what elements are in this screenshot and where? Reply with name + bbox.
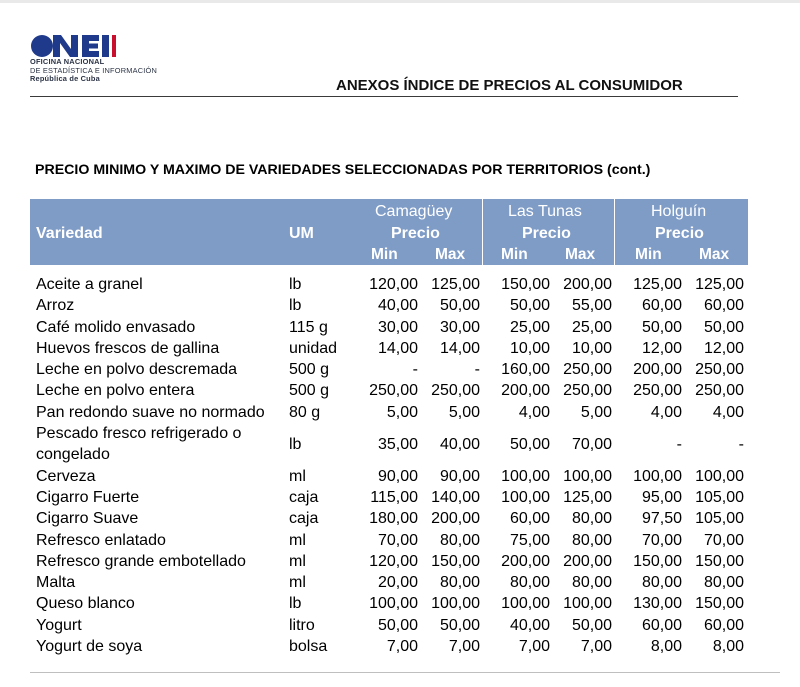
camaguey-min-cell: 115,00 <box>370 488 418 506</box>
las-tunas-max-cell: 250,00 <box>563 361 612 379</box>
camaguey-min-cell: 7,00 <box>386 638 418 656</box>
logo-line-1: OFICINA NACIONAL <box>30 57 105 66</box>
las-tunas-min-cell: 80,00 <box>509 574 550 592</box>
table-row <box>0 402 800 423</box>
um-cell: caja <box>289 488 319 506</box>
las-tunas-max-cell: 80,00 <box>571 531 612 549</box>
holguin-max-cell: 250,00 <box>695 361 744 379</box>
holguin-min-cell: 60,00 <box>641 616 682 634</box>
variedad-cell: Leche en polvo descremada <box>36 361 238 379</box>
min-label: Min <box>635 246 662 263</box>
bottom-divider <box>30 672 780 673</box>
holguin-max-cell: 100,00 <box>695 467 744 485</box>
holguin-min-cell: 70,00 <box>641 531 682 549</box>
holguin-min-cell: 130,00 <box>633 595 682 613</box>
um-cell: bolsa <box>289 638 328 656</box>
table-row <box>0 508 800 529</box>
table-header <box>30 199 748 265</box>
las-tunas-max-cell: 250,00 <box>563 382 612 400</box>
camaguey-max-cell: 150,00 <box>431 552 480 570</box>
camaguey-min-cell: 5,00 <box>386 403 418 421</box>
camaguey-min-cell: 180,00 <box>369 510 418 528</box>
territory-las-tunas: Las Tunas <box>508 203 582 220</box>
las-tunas-max-cell: 200,00 <box>563 552 612 570</box>
holguin-min-cell: 200,00 <box>633 361 682 379</box>
las-tunas-max-cell: 70,00 <box>571 435 612 453</box>
las-tunas-min-cell: 40,00 <box>509 616 550 634</box>
precio-label: Precio <box>522 225 571 242</box>
holguin-min-cell: 8,00 <box>650 638 682 656</box>
camaguey-min-cell: 35,00 <box>377 435 418 453</box>
table-row <box>0 487 800 508</box>
holguin-min-cell: 60,00 <box>641 297 682 315</box>
um-cell: ml <box>289 552 306 570</box>
holguin-max-cell: 150,00 <box>695 595 744 613</box>
variedad-cell: Café molido envasado <box>36 318 196 336</box>
las-tunas-min-cell: 100,00 <box>501 467 550 485</box>
las-tunas-min-cell: 7,00 <box>518 638 550 656</box>
las-tunas-max-cell: 200,00 <box>563 276 612 293</box>
holguin-min-cell: 50,00 <box>641 318 682 336</box>
table-row <box>0 551 800 572</box>
max-label: Max <box>699 246 730 263</box>
um-cell: unidad <box>289 339 338 357</box>
camaguey-max-cell: 50,00 <box>439 297 480 315</box>
precio-label: Precio <box>655 225 704 242</box>
las-tunas-min-cell: 50,00 <box>509 297 550 315</box>
camaguey-min-cell: 30,00 <box>377 318 418 336</box>
variedad-cell: Aceite a granel <box>36 276 143 293</box>
camaguey-max-cell: 80,00 <box>439 531 480 549</box>
holguin-min-cell: 4,00 <box>650 403 682 421</box>
table-row <box>0 338 800 359</box>
las-tunas-max-cell: 50,00 <box>571 616 612 634</box>
las-tunas-max-cell: 125,00 <box>563 488 612 506</box>
las-tunas-min-cell: 100,00 <box>501 595 550 613</box>
holguin-max-cell: 8,00 <box>712 638 744 656</box>
table-row <box>0 359 800 380</box>
holguin-max-cell: 125,00 <box>695 276 744 293</box>
las-tunas-min-cell: 4,00 <box>518 403 550 421</box>
variedad-cell: Cigarro Fuerte <box>36 488 140 506</box>
column-header-um: UM <box>289 225 314 242</box>
holguin-max-cell: 12,00 <box>703 339 744 357</box>
camaguey-min-cell: 50,00 <box>377 616 418 634</box>
table-body <box>0 274 800 657</box>
las-tunas-max-cell: 55,00 <box>571 297 612 315</box>
camaguey-max-cell: 100,00 <box>431 595 480 613</box>
las-tunas-min-cell: 160,00 <box>501 361 550 379</box>
holguin-max-cell: - <box>738 435 744 453</box>
territory-holguin: Holguín <box>651 203 707 220</box>
min-label: Min <box>501 246 528 263</box>
precio-label: Precio <box>391 225 440 242</box>
column-header-variedad: Variedad <box>36 225 103 242</box>
holguin-max-cell: 60,00 <box>703 616 744 634</box>
variedad-cell: Yogurt de soya <box>36 638 143 656</box>
holguin-max-cell: 60,00 <box>703 297 744 315</box>
min-label: Min <box>371 246 398 263</box>
las-tunas-max-cell: 25,00 <box>571 318 612 336</box>
table-row <box>0 636 800 657</box>
holguin-max-cell: 4,00 <box>712 403 744 421</box>
las-tunas-min-cell: 150,00 <box>501 276 550 293</box>
variedad-cell: Yogurt <box>36 616 82 634</box>
holguin-min-cell: - <box>676 435 682 453</box>
las-tunas-max-cell: 80,00 <box>571 510 612 528</box>
variedad-cell: Refresco grande embotellado <box>36 552 246 570</box>
las-tunas-max-cell: 10,00 <box>571 339 612 357</box>
holguin-max-cell: 70,00 <box>703 531 744 549</box>
camaguey-min-cell: - <box>412 361 418 379</box>
table-row <box>0 295 800 316</box>
holguin-min-cell: 12,00 <box>641 339 682 357</box>
las-tunas-max-cell: 80,00 <box>571 574 612 592</box>
camaguey-max-cell: 14,00 <box>439 339 480 357</box>
holguin-min-cell: 250,00 <box>633 382 682 400</box>
holguin-min-cell: 150,00 <box>633 552 682 570</box>
variedad-cell: Arroz <box>36 297 75 315</box>
las-tunas-min-cell: 75,00 <box>509 531 550 549</box>
las-tunas-min-cell: 10,00 <box>509 339 550 357</box>
variedad-cell: Queso blanco <box>36 595 135 613</box>
max-label: Max <box>565 246 596 263</box>
camaguey-max-cell: 5,00 <box>448 403 480 421</box>
camaguey-max-cell: 80,00 <box>439 574 480 592</box>
table-row <box>0 593 800 614</box>
table-row <box>0 615 800 636</box>
um-cell: ml <box>289 467 306 485</box>
um-cell: 80 g <box>289 403 321 421</box>
las-tunas-min-cell: 200,00 <box>501 552 550 570</box>
table-row <box>0 530 800 551</box>
camaguey-max-cell: 40,00 <box>439 435 480 453</box>
onei-wordmark-icon <box>30 34 122 58</box>
camaguey-min-cell: 90,00 <box>377 467 418 485</box>
las-tunas-max-cell: 100,00 <box>563 467 612 485</box>
camaguey-max-cell: 125,00 <box>431 276 480 293</box>
logo-line-2: DE ESTADÍSTICA E INFORMACIÓN <box>30 65 158 75</box>
variedad-cell: Cerveza <box>36 467 96 485</box>
camaguey-max-cell: 50,00 <box>439 616 480 634</box>
las-tunas-max-cell: 7,00 <box>580 638 612 656</box>
las-tunas-max-cell: 100,00 <box>563 595 612 613</box>
variedad-cell: Huevos frescos de gallina <box>36 339 220 357</box>
las-tunas-min-cell: 50,00 <box>509 435 550 453</box>
variedad-cell: Pan redondo suave no normado <box>36 403 265 421</box>
document-header-title: ANEXOS ÍNDICE DE PRECIOS AL CONSUMIDOR <box>336 77 683 94</box>
holguin-max-cell: 50,00 <box>703 318 744 336</box>
holguin-max-cell: 105,00 <box>695 488 744 506</box>
onei-logo <box>30 34 190 84</box>
um-cell: litro <box>289 616 315 634</box>
camaguey-max-cell: 250,00 <box>431 382 480 400</box>
las-tunas-min-cell: 200,00 <box>501 382 550 400</box>
holguin-min-cell: 100,00 <box>633 467 682 485</box>
top-border <box>0 0 800 3</box>
table-row <box>0 423 800 466</box>
territory-camaguey: Camagüey <box>375 203 453 220</box>
camaguey-min-cell: 70,00 <box>377 531 418 549</box>
variedad-cell: Malta <box>36 574 76 592</box>
column-separator <box>614 199 615 265</box>
camaguey-max-cell: 7,00 <box>448 638 480 656</box>
variedad-cell: Refresco enlatado <box>36 531 166 549</box>
holguin-min-cell: 97,50 <box>641 510 682 528</box>
max-label: Max <box>435 246 466 263</box>
camaguey-min-cell: 14,00 <box>377 339 418 357</box>
camaguey-min-cell: 120,00 <box>369 552 418 570</box>
holguin-max-cell: 150,00 <box>695 552 744 570</box>
las-tunas-min-cell: 100,00 <box>501 488 550 506</box>
variedad-cell: Cigarro Suave <box>36 510 139 528</box>
camaguey-min-cell: 100,00 <box>369 595 418 613</box>
um-cell: lb <box>289 595 302 613</box>
um-cell: 500 g <box>289 382 330 400</box>
camaguey-max-cell: 30,00 <box>439 318 480 336</box>
holguin-min-cell: 125,00 <box>633 276 682 293</box>
table-row <box>0 274 800 295</box>
header-divider <box>30 96 738 97</box>
camaguey-max-cell: - <box>474 361 480 379</box>
holguin-max-cell: 250,00 <box>695 382 744 400</box>
um-cell: ml <box>289 574 306 592</box>
um-cell: 500 g <box>289 361 330 379</box>
logo-line-3: República de Cuba <box>30 74 100 84</box>
camaguey-max-cell: 140,00 <box>431 488 480 506</box>
camaguey-min-cell: 120,00 <box>369 276 418 293</box>
variedad-cell: Leche en polvo entera <box>36 382 195 400</box>
table-row <box>0 466 800 487</box>
holguin-max-cell: 80,00 <box>703 574 744 592</box>
camaguey-min-cell: 250,00 <box>369 382 418 400</box>
um-cell: lb <box>289 297 302 315</box>
um-cell: ml <box>289 531 306 549</box>
um-cell: caja <box>289 510 319 528</box>
table-row <box>0 572 800 593</box>
holguin-min-cell: 80,00 <box>641 574 682 592</box>
um-cell: lb <box>289 435 302 453</box>
table-row <box>0 317 800 338</box>
um-cell: lb <box>289 276 302 293</box>
las-tunas-max-cell: 5,00 <box>580 403 612 421</box>
las-tunas-min-cell: 25,00 <box>509 318 550 336</box>
holguin-min-cell: 95,00 <box>641 488 682 506</box>
holguin-max-cell: 105,00 <box>695 510 744 528</box>
variedad-cell: Pescado fresco refrigerado o congelado <box>36 425 242 464</box>
um-cell: 115 g <box>289 318 328 336</box>
column-separator <box>482 199 483 265</box>
camaguey-min-cell: 40,00 <box>377 297 418 315</box>
las-tunas-min-cell: 60,00 <box>509 510 550 528</box>
camaguey-max-cell: 90,00 <box>439 467 480 485</box>
camaguey-min-cell: 20,00 <box>377 574 418 592</box>
table-row <box>0 380 800 401</box>
onei-logo-mark <box>30 34 190 58</box>
section-title: PRECIO MINIMO Y MAXIMO DE VARIEDADES SELECCIONADAS POR TERRITORIOS (cont.) <box>35 162 651 178</box>
camaguey-max-cell: 200,00 <box>431 510 480 528</box>
